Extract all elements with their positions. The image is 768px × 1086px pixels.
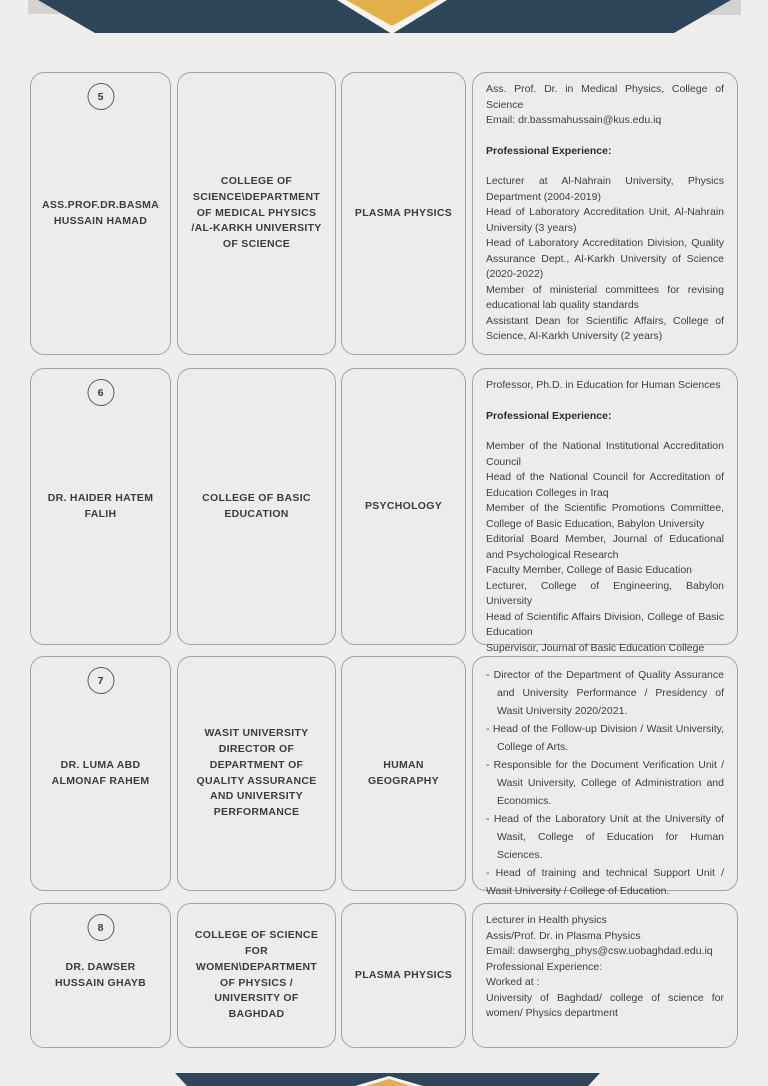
profile-number-badge: 6 [87, 379, 114, 406]
detail-line: Member of ministerial committees for revising educational lab quality standards [486, 283, 724, 311]
detail-line: - Head of the Laboratory Unit at the University of Wasit, College of Education for Human Sciences. [486, 813, 724, 861]
detail-line: Ass. Prof. Dr. in Medical Physics, College of Science [486, 83, 724, 111]
details-card [472, 368, 738, 654]
detail-line: Member of the National Institutional Accreditation Council [486, 440, 724, 468]
detail-line: Head of the National Council for Accreditation of Education Colleges in Iraq [486, 471, 724, 499]
name-card [30, 368, 171, 645]
details-card [472, 903, 738, 1048]
detail-line: Member of the Scientific Promotions Committee, College of Basic Education, Babylon University [486, 502, 724, 530]
detail-line: Head of Scientific Affairs Division, College of Basic Education [486, 610, 724, 638]
college-card [177, 903, 336, 1048]
profile-college: WASIT UNIVERSITY DIRECTOR OF DEPARTMENT OF QUALITY ASSURANCE AND UNIVERSITY PERFORMANCE [196, 727, 317, 818]
detail-line: - Responsible for the Document Verification Unit / Wasit University, College of Administration and Economics. [486, 759, 724, 807]
detail-line: Head of Laboratory Accreditation Division, Quality Assurance Dept., Al-Karkh University of Science (2020-2022) [486, 237, 724, 280]
college-card [177, 368, 336, 645]
profile-number-badge: 8 [87, 914, 114, 941]
detail-line: Professor, Ph.D. in Education for Human Sciences [486, 379, 721, 391]
college-card [177, 656, 336, 891]
profile-field: PLASMA PHYSICS [354, 968, 453, 981]
profile-field: HUMAN GEOGRAPHY [368, 758, 439, 787]
profile-field: PLASMA PHYSICS [354, 206, 453, 219]
details-card [472, 656, 738, 897]
name-card [30, 903, 171, 1048]
detail-line: Email: dr.bassmahussain@kus.edu.iq [486, 114, 662, 126]
profile-college: COLLEGE OF SCIENCE FOR WOMEN\DEPARTMENT OF PHYSICS / UNIVERSITY OF BAGHDAD [194, 929, 319, 1020]
field-card [341, 368, 466, 645]
detail-line: - Head of the Follow-up Division / Wasit University, College of Arts. [486, 723, 724, 753]
detail-line: Professional Experience: [486, 960, 603, 973]
field-card [341, 656, 466, 891]
college-card [177, 72, 336, 355]
detail-line: Faculty Member, College of Basic Education [486, 564, 693, 576]
detail-line: - Director of the Department of Quality Assurance and University Performance / Presidency of Wasit University 2020/2021. [486, 669, 724, 717]
field-card [341, 903, 466, 1048]
profile-name: ASS.PROF.DR.BASMA HUSSAIN HAMAD [41, 198, 160, 227]
detail-line: Professional Experience: [486, 144, 612, 157]
name-card [30, 656, 171, 891]
profile-name: DR. HAIDER HATEM FALIH [47, 491, 154, 520]
profile-field: PSYCHOLOGY [364, 499, 443, 512]
profile-college: COLLEGE OF SCIENCE\DEPARTMENT OF MEDICAL PHYSICS /AL-KARKH UNIVERSITY OF SCIENCE [191, 175, 322, 251]
detail-line: Lecturer in Health physics [486, 914, 607, 926]
detail-line: Lecturer at Al-Nahrain University, Physics Department (2004-2019) [486, 175, 724, 203]
name-card [30, 72, 171, 355]
field-card [341, 72, 466, 355]
detail-line: Head of Laboratory Accreditation Unit, Al-Nahrain University (3 years) [486, 206, 724, 234]
detail-line: Assistant Dean for Scientific Affairs, College of Science, Al-Karkh University (2 years) [486, 314, 724, 342]
detail-line: Lecturer, College of Engineering, Babylon University [486, 579, 724, 607]
detail-line: Email: dawserghg_phys@csw.uobaghdad.edu.iq [486, 945, 713, 957]
profile-name: DR. DAWSER HUSSAIN GHAYB [54, 960, 147, 989]
detail-line: University of Baghdad/ college of science for women/ Physics department [486, 991, 724, 1019]
detail-line: Worked at : [486, 976, 540, 988]
profile-number-badge: 7 [87, 667, 114, 694]
details-card [472, 72, 738, 355]
detail-line: Assis/Prof. Dr. in Plasma Physics [486, 929, 641, 942]
detail-line: Editorial Board Member, Journal of Educational and Psychological Research [486, 533, 724, 561]
profile-name: DR. LUMA ABD ALMONAF RAHEM [51, 758, 150, 787]
profile-number-badge: 5 [87, 83, 114, 110]
detail-line: Supervisor, Journal of Basic Education College [486, 641, 705, 654]
detail-line: - Head of training and technical Support Unit / Wasit University / College of Education. [486, 867, 724, 897]
detail-line: Professional Experience: [486, 409, 612, 422]
profile-college: COLLEGE OF BASIC EDUCATION [202, 491, 311, 520]
